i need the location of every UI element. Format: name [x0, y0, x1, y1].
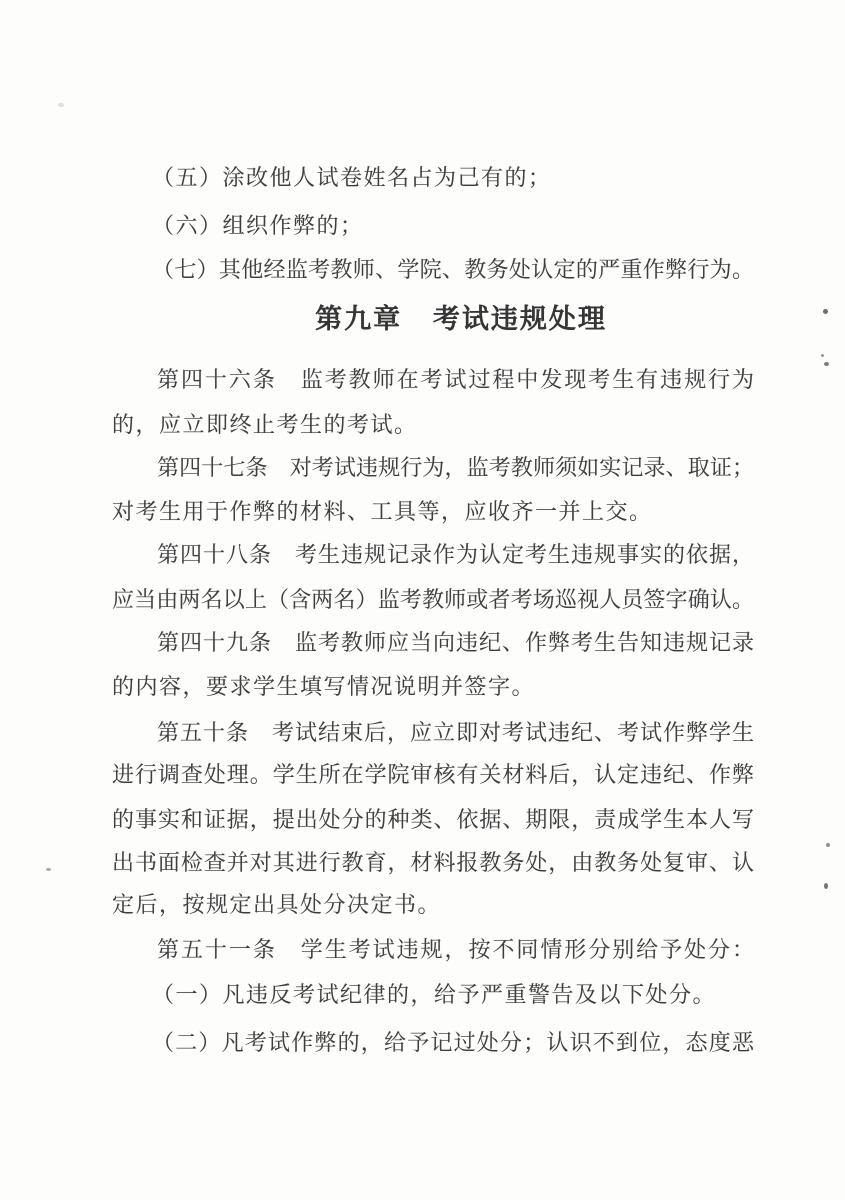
article-51-line-1: 第五十一条 学生考试违规，按不同情形分别给予处分：	[157, 937, 754, 962]
article-47-line-1: 第四十七条 对考试违规行为，监考教师须如实记录、取证；	[157, 455, 754, 480]
article-51-item-1: （一）凡违反考试纪律的，给予严重警告及以下处分。	[152, 982, 717, 1007]
scan-speck	[823, 309, 828, 314]
clause-item-5: （五）涂改他人试卷姓名占为己有的；	[152, 165, 552, 190]
scan-speck	[46, 868, 51, 871]
scan-speck	[821, 354, 824, 357]
article-51-item-2: （二）凡考试作弊的，给予记过处分；认识不到位，态度恶	[152, 1030, 754, 1055]
chapter-number: 第九章	[315, 304, 403, 334]
article-46-line-2: 的，应立即终止考生的考试。	[112, 412, 418, 437]
scan-speck	[824, 362, 829, 366]
article-48-line-2: 应当由两名以上（含两名）监考教师或者考场巡视人员签字确认。	[112, 587, 754, 612]
clause-item-6: （六）组织作弊的；	[152, 213, 364, 238]
article-48-line-1: 第四十八条 考生违规记录作为认定考生违规事实的依据，	[157, 542, 754, 567]
article-49-line-2: 的内容，要求学生填写情况说明并签字。	[112, 674, 536, 699]
article-50-line-2: 进行调查处理。学生所在学院审核有关材料后，认定违纪、作弊	[112, 762, 754, 787]
article-50-line-5: 定后，按规定出具处分决定书。	[112, 892, 442, 917]
article-50-line-1: 第五十条 考试结束后，应立即对考试违纪、考试作弊学生	[157, 720, 754, 745]
clause-item-7: （七）其他经监考教师、学院、教务处认定的严重作弊行为。	[152, 257, 754, 282]
article-46-line-1: 第四十六条 监考教师在考试过程中发现考生有违规行为	[157, 367, 754, 392]
article-49-line-1: 第四十九条 监考教师应当向违纪、作弊考生告知违规记录	[157, 630, 754, 655]
article-50-line-4: 出书面检查并对其进行教育，材料报教务处，由教务处复审、认	[112, 850, 754, 875]
scan-speck	[58, 103, 64, 107]
scan-speck	[826, 843, 830, 847]
chapter-heading	[112, 301, 754, 337]
chapter-title: 考试违规处理	[432, 304, 607, 334]
article-50-line-3: 的事实和证据，提出处分的种类、依据、期限，责成学生本人写	[112, 807, 754, 832]
article-47-line-2: 对考生用于作弊的材料、工具等，应收齐一并上交。	[112, 499, 653, 524]
scan-speck	[824, 883, 828, 889]
